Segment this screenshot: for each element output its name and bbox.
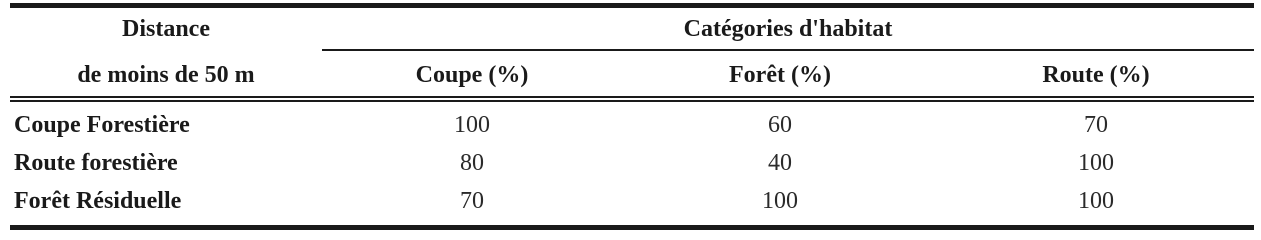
column-header-coupe: Coupe (%) <box>415 62 529 88</box>
table-bottom-rule <box>10 225 1254 230</box>
table-cell: 70 <box>460 188 484 214</box>
table-cell: 80 <box>460 150 484 176</box>
table-cell: 40 <box>768 150 792 176</box>
table-cell: 100 <box>1078 150 1114 176</box>
group-header-rule <box>322 49 1254 51</box>
row-label-foret-residuelle: Forêt Résiduelle <box>14 188 182 214</box>
header-rule-upper <box>10 96 1254 98</box>
column-header-foret: Forêt (%) <box>729 62 831 88</box>
table-cell: 70 <box>1084 112 1108 138</box>
table-cell: 100 <box>762 188 798 214</box>
table-top-rule <box>10 3 1254 8</box>
header-rule-lower <box>10 100 1254 102</box>
table-cell: 100 <box>1078 188 1114 214</box>
group-header: Catégories d'habitat <box>683 16 893 42</box>
row-label-coupe-forestiere: Coupe Forestière <box>14 112 190 138</box>
table-cell: 100 <box>454 112 490 138</box>
table-cell: 60 <box>768 112 792 138</box>
row-label-route-forestiere: Route forestière <box>14 150 178 176</box>
row-header-line-2: de moins de 50 m <box>77 62 255 88</box>
column-header-route: Route (%) <box>1042 62 1150 88</box>
row-header-line-1: Distance <box>122 16 210 42</box>
habitat-distance-table <box>10 0 1254 231</box>
